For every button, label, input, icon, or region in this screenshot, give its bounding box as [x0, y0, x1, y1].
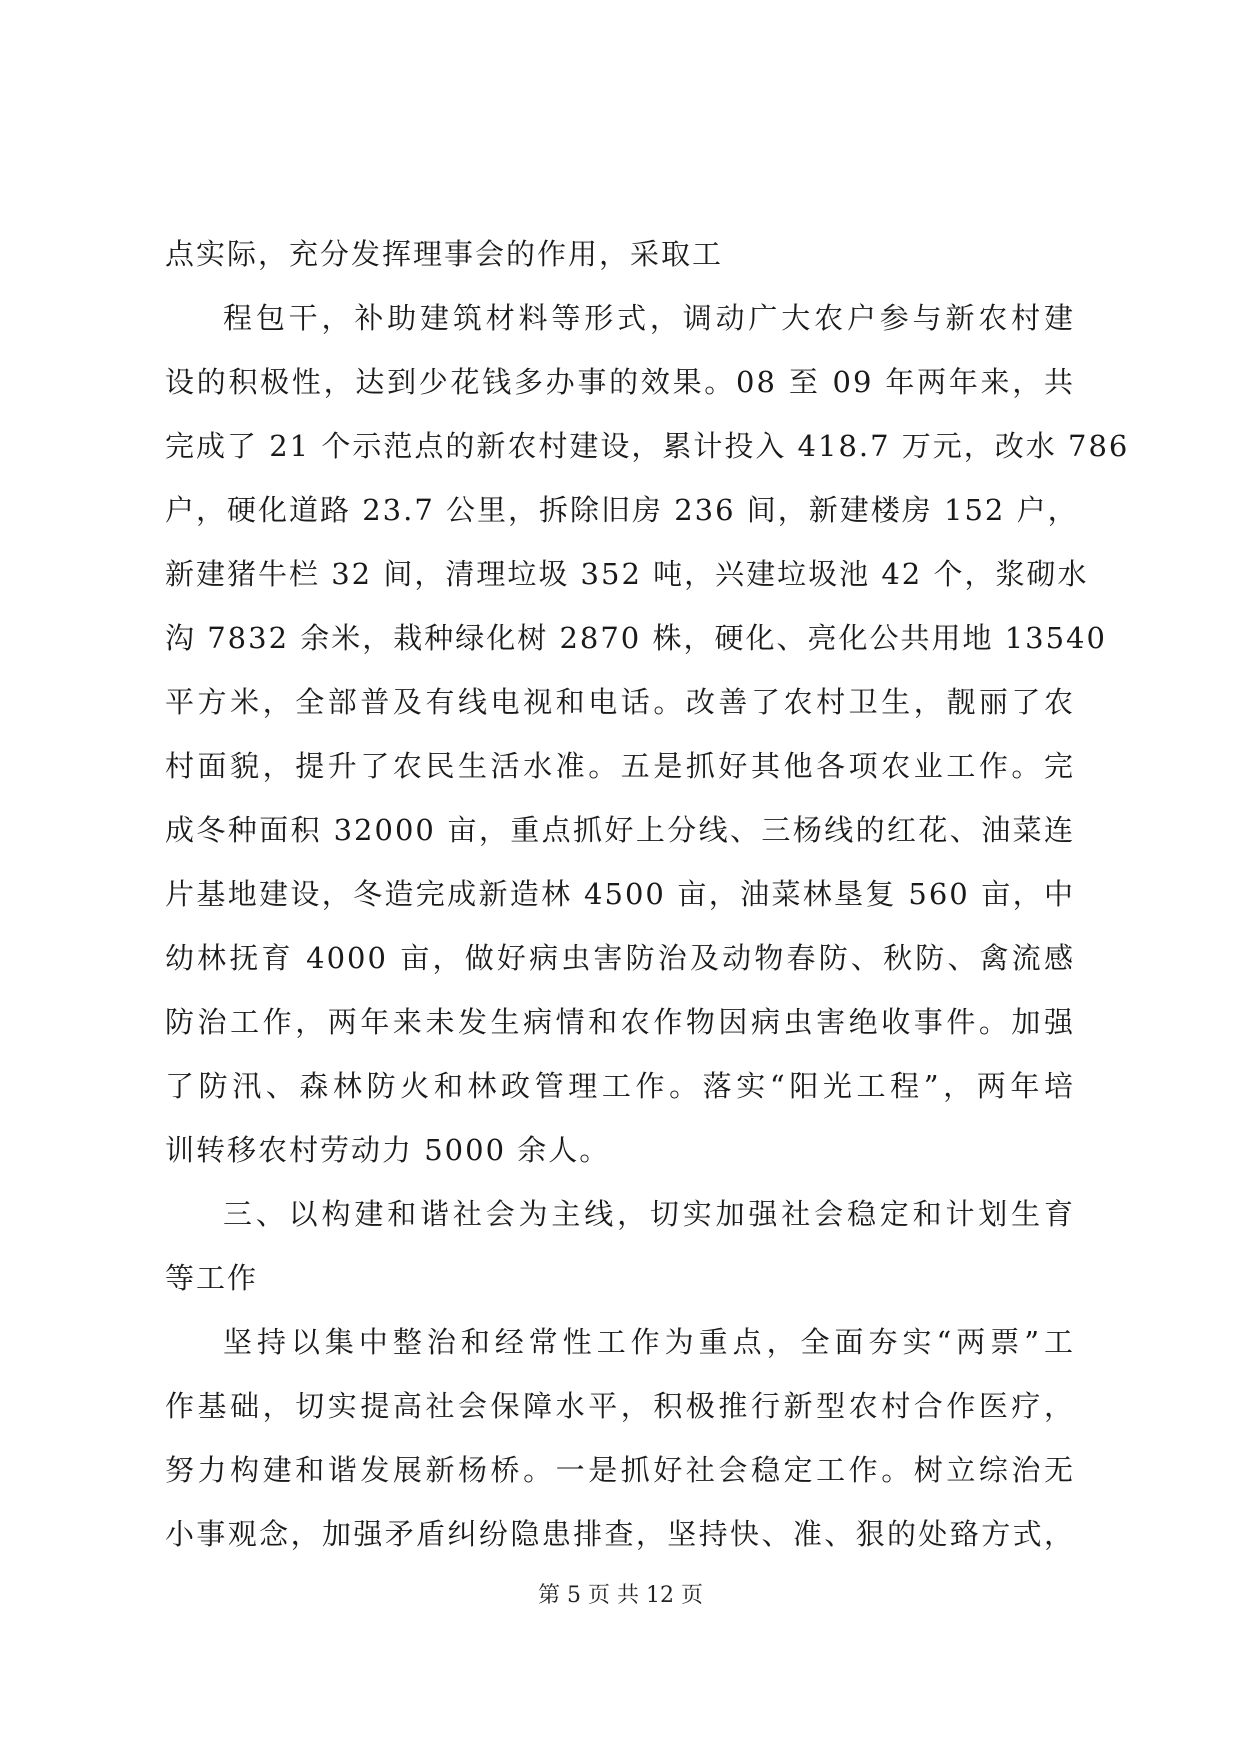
text-line: 片基地建设，冬造完成新造林 4500 亩，油菜林垦复 560 亩，中 [165, 877, 1075, 911]
text-line: 沟 7832 余米，栽种绿化树 2870 株，硬化、亮化公共用地 13540 [165, 621, 1107, 655]
text-line: 小事观念，加强矛盾纠纷隐患排查，坚持快、准、狠的处臵方式， [165, 1517, 1075, 1551]
text-line: 训转移农村劳动力 5000 余人。 [165, 1133, 611, 1167]
text-line: 完成了 21 个示范点的新农村建设，累计投入 418.7 万元，改水 786 [165, 429, 1130, 463]
text-line: 村面貌，提升了农民生活水准。五是抓好其他各项农业工作。完 [165, 749, 1075, 783]
text-line: 设的积极性，达到少花钱多办事的效果。08 至 09 年两年来，共 [165, 365, 1075, 399]
page-footer: 第 5 页 共 12 页 [538, 1583, 703, 1608]
text-line: 坚持以集中整治和经常性工作为重点，全面夯实“两票”工 [223, 1325, 1075, 1359]
text-line: 防治工作，两年来未发生病情和农作物因病虫害绝收事件。加强 [165, 1005, 1075, 1039]
text-line: 努力构建和谐发展新杨桥。一是抓好社会稳定工作。树立综治无 [165, 1453, 1075, 1487]
text-line: 点实际，充分发挥理事会的作用，采取工 [165, 237, 724, 271]
text-line: 等工作 [165, 1261, 259, 1295]
text-line: 平方米，全部普及有线电视和电话。改善了农村卫生，靓丽了农 [165, 685, 1075, 719]
text-line: 户，硬化道路 23.7 公里，拆除旧房 236 间，新建楼房 152 户， [165, 493, 1079, 527]
text-line: 成冬种面积 32000 亩，重点抓好上分线、三杨线的红花、油菜连 [165, 813, 1075, 847]
text-line: 了防汛、森林防火和林政管理工作。落实“阳光工程”，两年培 [165, 1069, 1075, 1103]
text-line: 幼林抚育 4000 亩，做好病虫害防治及动物春防、秋防、禽流感 [165, 941, 1075, 975]
document-body [165, 222, 1130, 1566]
body-text [165, 222, 1130, 1566]
text-line: 作基础，切实提高社会保障水平，积极推行新型农村合作医疗， [165, 1389, 1075, 1423]
text-line: 三、以构建和谐社会为主线，切实加强社会稳定和计划生育 [223, 1197, 1075, 1231]
text-line: 新建猪牛栏 32 间，清理垃圾 352 吨，兴建垃圾池 42 个，浆砌水 [165, 557, 1089, 591]
text-line: 程包干，补助建筑材料等形式，调动广大农户参与新农村建 [223, 301, 1075, 335]
